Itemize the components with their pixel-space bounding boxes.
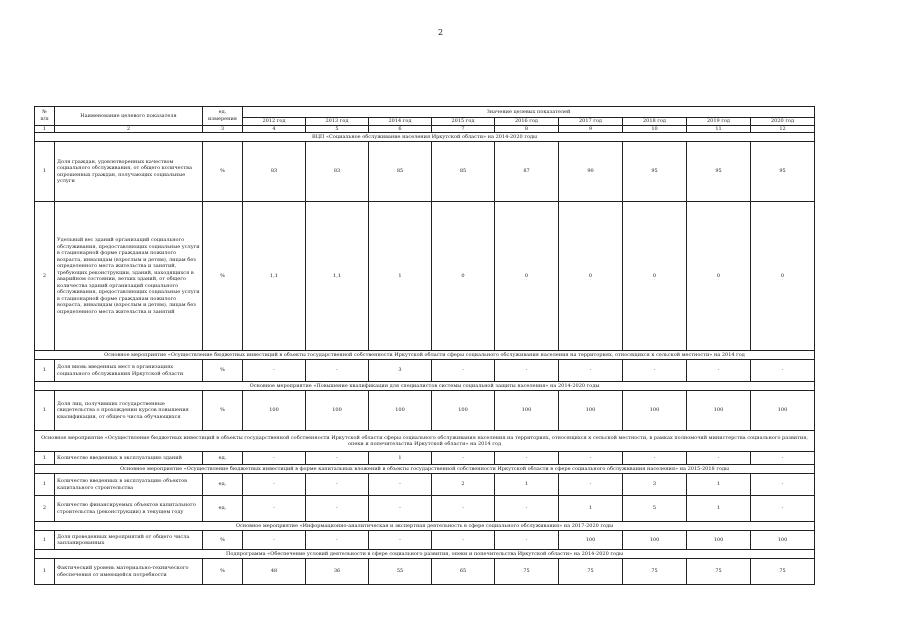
header-year: 2017 год (559, 118, 623, 126)
value-cell: - (495, 531, 559, 550)
value-cell: 85 (432, 142, 495, 202)
target-indicators-table (34, 106, 815, 585)
unit-cell: % (203, 360, 243, 382)
row-number: 1 (35, 559, 55, 585)
value-cell: 100 (369, 391, 432, 431)
value-cell: 75 (623, 559, 687, 585)
value-cell: - (306, 360, 369, 382)
table-row (35, 496, 815, 522)
value-cell: 100 (623, 391, 687, 431)
indicator-name: Доля граждан, удовлетворенных качеством социального обслуживания, от общего количества опрошенных граждан, получающих социальные услуги (55, 142, 203, 202)
value-cell: - (495, 452, 559, 465)
unit-cell: % (203, 391, 243, 431)
unit-cell: % (203, 202, 243, 351)
section-title: Основное мероприятие «Осуществление бюджетных инвестиций в объекты государственной собственности Иркутской области сферы социального обслуживания населения на территориях, относящихся к сельской местности» на 2014 год (35, 351, 815, 360)
value-cell: - (559, 360, 623, 382)
value-cell: 100 (306, 391, 369, 431)
value-cell: 0 (623, 202, 687, 351)
value-cell: 87 (495, 142, 559, 202)
indicator-name: Количество введенных в эксплуатацию зданий (55, 452, 203, 465)
indicator-name: Удельный вес зданий организаций социального обслуживания, предоставляющих социальные услуги в стационарной форме гражданам пожилого возраста, инвалидам (взрослым и детям), лицам без определенного места жительства и занятий, требующих реконструкции, зданий, находящихся в аварийном состоянии, ветхих зданий, от общего количества зданий организаций социального обслуживания, предоставляющих социальные услуги в стационарной форме гражданам пожилого возраста, инвалидам (взрослым и детям), лицам без определенного места жительства и занятий (55, 202, 203, 351)
table-row (35, 452, 815, 465)
value-cell: 100 (243, 391, 306, 431)
table-row (35, 391, 815, 431)
row-number: 1 (35, 531, 55, 550)
value-cell: 100 (559, 531, 623, 550)
value-cell: 3 (369, 360, 432, 382)
value-cell: - (751, 360, 815, 382)
header-column-number: 1 (35, 125, 55, 133)
indicator-name: Доля проведенных мероприятий от общего числа запланированных (55, 531, 203, 550)
row-number: 1 (35, 391, 55, 431)
value-cell: - (306, 474, 369, 496)
header-column-number: 5 (306, 125, 369, 133)
value-cell: 95 (623, 142, 687, 202)
value-cell: 0 (687, 202, 751, 351)
indicator-name: Фактический уровень материально-технического обеспечения от имеющейся потребности (55, 559, 203, 585)
header-column-number: 3 (203, 125, 243, 133)
header-num: № п/п (35, 107, 55, 126)
value-cell: 55 (369, 559, 432, 585)
unit-cell: ед. (203, 474, 243, 496)
value-cell: - (495, 496, 559, 522)
indicator-name: Количество финансируемых объектов капитального строительства (реконструкции) в текущем году (55, 496, 203, 522)
section-header-row (35, 522, 815, 531)
header-year: 2015 год (432, 118, 495, 126)
value-cell: 5 (623, 496, 687, 522)
header-year: 2012 год (243, 118, 306, 126)
header-column-number: 6 (369, 125, 432, 133)
header-column-number: 8 (495, 125, 559, 133)
header-year: 2020 год (751, 118, 815, 126)
section-title: ВЦП «Социальное обслуживание населения Иркутской области» на 2014-2020 годы (35, 133, 815, 142)
value-cell: - (369, 496, 432, 522)
table-row (35, 202, 815, 351)
value-cell: 0 (495, 202, 559, 351)
indicator-name: Количество введенных в эксплуатацию объектов капитального строительства (55, 474, 203, 496)
value-cell: 48 (243, 559, 306, 585)
value-cell: 85 (369, 142, 432, 202)
row-number: 2 (35, 496, 55, 522)
header-unit: ед. измерения (203, 107, 243, 126)
header-column-number: 2 (55, 125, 203, 133)
value-cell: 0 (559, 202, 623, 351)
section-title: Подпрограмма «Обеспечение условий деятельности в сфере социального развития, опеки и попечительства Иркутской области» на 2014-2020 годы (35, 550, 815, 559)
value-cell: 95 (751, 142, 815, 202)
header-column-number: 12 (751, 125, 815, 133)
value-cell: 83 (243, 142, 306, 202)
value-cell: 100 (751, 391, 815, 431)
section-header-row (35, 550, 815, 559)
value-cell: 95 (687, 142, 751, 202)
value-cell: - (623, 452, 687, 465)
value-cell: - (687, 360, 751, 382)
row-number: 1 (35, 142, 55, 202)
section-title: Основное мероприятие «Информационно-аналитическая и экспертная деятельность в сфере социального обслуживания» на 2017-2020 годы (35, 522, 815, 531)
header-column-number: 9 (559, 125, 623, 133)
value-cell: - (306, 496, 369, 522)
value-cell: 75 (559, 559, 623, 585)
value-cell: - (559, 452, 623, 465)
value-cell: - (243, 474, 306, 496)
value-cell: - (432, 452, 495, 465)
header-column-number: 7 (432, 125, 495, 133)
value-cell: 100 (495, 391, 559, 431)
header-year: 2014 год (369, 118, 432, 126)
table-row (35, 360, 815, 382)
value-cell: - (495, 360, 559, 382)
value-cell: - (243, 531, 306, 550)
header-year: 2016 год (495, 118, 559, 126)
row-number: 1 (35, 452, 55, 465)
section-header-row (35, 465, 815, 474)
indicator-name: Доля вновь введенных мест в организациях социального обслуживания Иркутской области (55, 360, 203, 382)
header-values-title: Значение целевых показателей (243, 107, 815, 118)
row-number: 1 (35, 360, 55, 382)
value-cell: - (306, 452, 369, 465)
value-cell: 65 (432, 559, 495, 585)
value-cell: - (751, 474, 815, 496)
header-year: 2018 год (623, 118, 687, 126)
table-row (35, 531, 815, 550)
header-column-number: 11 (687, 125, 751, 133)
value-cell: - (369, 474, 432, 496)
unit-cell: ед. (203, 452, 243, 465)
value-cell: 100 (432, 391, 495, 431)
page-number: 2 (438, 28, 444, 37)
value-cell: - (432, 531, 495, 550)
section-header-row (35, 431, 815, 452)
value-cell: 100 (687, 531, 751, 550)
value-cell: 1,1 (243, 202, 306, 351)
value-cell: 36 (306, 559, 369, 585)
value-cell: 75 (751, 559, 815, 585)
header-year: 2019 год (687, 118, 751, 126)
value-cell: 1 (369, 452, 432, 465)
row-number: 1 (35, 474, 55, 496)
value-cell: - (243, 360, 306, 382)
value-cell: 3 (623, 474, 687, 496)
value-cell: 1 (369, 202, 432, 351)
indicator-name: Доля лиц, получивших государственные свидетельства о прохождении курсов повышения квалификации, от общего числа обучающихся (55, 391, 203, 431)
value-cell: 0 (751, 202, 815, 351)
value-cell: - (243, 452, 306, 465)
unit-cell: ед. (203, 496, 243, 522)
value-cell: - (432, 360, 495, 382)
header-column-number: 10 (623, 125, 687, 133)
table-row (35, 474, 815, 496)
value-cell: 75 (687, 559, 751, 585)
row-number: 2 (35, 202, 55, 351)
value-cell: - (559, 474, 623, 496)
value-cell: 100 (687, 391, 751, 431)
section-header-row (35, 351, 815, 360)
unit-cell: % (203, 142, 243, 202)
value-cell: 1 (495, 474, 559, 496)
header-name: Наименование целевого показателя (55, 107, 203, 126)
value-cell: - (751, 496, 815, 522)
value-cell: 1 (559, 496, 623, 522)
value-cell: 100 (751, 531, 815, 550)
section-header-row (35, 133, 815, 142)
unit-cell: % (203, 559, 243, 585)
table-row (35, 142, 815, 202)
value-cell: - (243, 496, 306, 522)
value-cell: - (751, 452, 815, 465)
value-cell: - (306, 531, 369, 550)
value-cell: - (432, 496, 495, 522)
value-cell: 100 (559, 391, 623, 431)
value-cell: 75 (495, 559, 559, 585)
value-cell: 90 (559, 142, 623, 202)
value-cell: - (687, 452, 751, 465)
value-cell: 2 (432, 474, 495, 496)
value-cell: 83 (306, 142, 369, 202)
section-header-row (35, 382, 815, 391)
unit-cell: % (203, 531, 243, 550)
value-cell: - (369, 531, 432, 550)
value-cell: 0 (432, 202, 495, 351)
value-cell: - (623, 360, 687, 382)
value-cell: 1 (687, 474, 751, 496)
header-year: 2013 год (306, 118, 369, 126)
section-title: Основное мероприятие «Повышение квалификации для специалистов системы социальной защиты населения» на 2014-2020 годы (35, 382, 815, 391)
section-title: Основное мероприятие «Осуществление бюджетных инвестиций в объекты государственной собственности Иркутской области сферы социального обслуживания населения на территориях, относящихся к сельской местности, в рамках полномочий министерства социального развития, опеки и попечительства Иркутской области» на 2014 год (35, 431, 815, 452)
value-cell: 1,1 (306, 202, 369, 351)
table-row (35, 559, 815, 585)
value-cell: 1 (687, 496, 751, 522)
header-column-number: 4 (243, 125, 306, 133)
section-title: Основное мероприятие «Осуществление бюджетных инвестиций в форме капитальных вложений в объекты государственной собственности Иркутской области в сфере социального обслуживания населения» на 2015-2018 годы (35, 465, 815, 474)
value-cell: 100 (623, 531, 687, 550)
